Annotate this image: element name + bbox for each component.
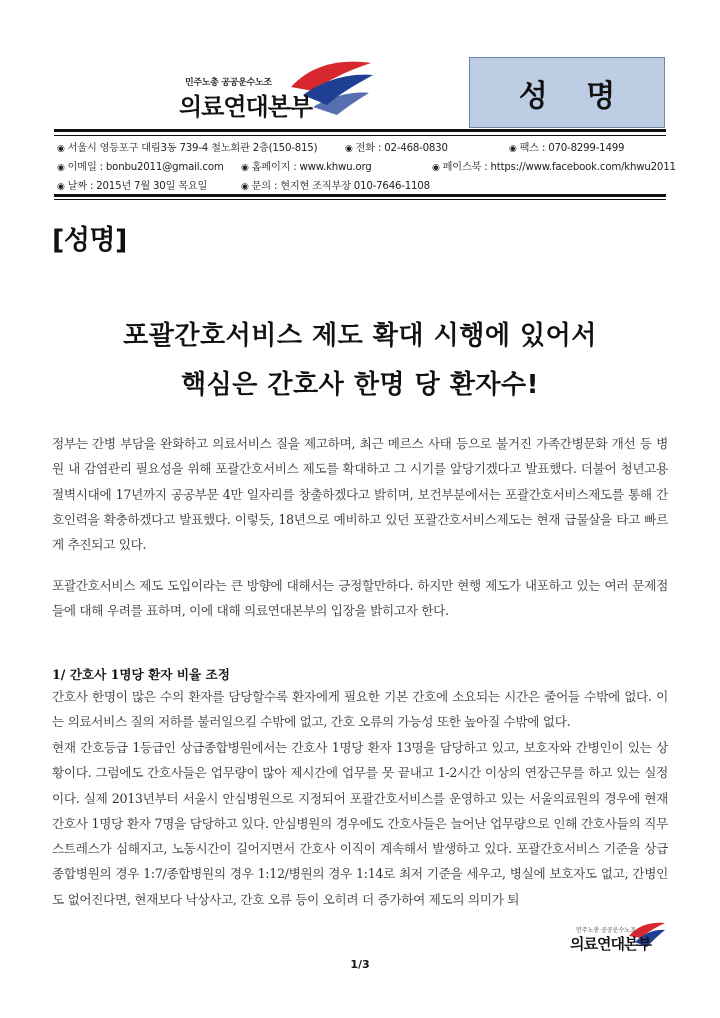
org-subtitle: 민주노총 공공운수노조 xyxy=(185,78,272,88)
footer-org-name: 의료연대본부 xyxy=(570,935,651,953)
section-title-1: 1/ 간호사 1명당 환자 비율 조정 xyxy=(52,667,230,682)
info-rule-thin xyxy=(54,199,666,200)
bullet-icon: ◉ xyxy=(57,163,65,173)
footer-logo xyxy=(570,920,665,960)
org-logo xyxy=(165,57,375,127)
document-type-box xyxy=(469,57,665,128)
org-name: 의료연대본부 xyxy=(179,93,313,121)
paragraph-1: 정부는 간병 부담을 완화하고 의료서비스 질을 제고하며, 최근 메르스 사태 등으로 불거진 가족간병문화 개선 등 병원 내 감염관리 필요성을 위해 포괄간호서비스 제도를 확대하고 그 시기를 앞당기겠다고 발표했다. 더불어 청년고용 절벽시대에 17년까지 공공부문 4만 일자리를 창출하겠다고 밝히며, 보건부분에서는 포괄간호서비스제도를 통해 간호인력을 확충하겠다고 발표했다. 이렇듯, 18년으로 예비하고 있던 포괄간호서비스제도는 현재 급물살을 타고 빠르게 추진되고 있다. xyxy=(52,436,668,553)
paragraph-4: 현재 간호등급 1등급인 상급종합병원에서는 간호사 1명당 환자 13명을 담당하고 있고, 보호자와 간병인이 있는 상황이다. 그럼에도 간호사들은 업무량이 많아 제시간에 업무를 못 끝내고 1-2시간 이상의 연장근무를 하고 있는 실정이다. 실제 2013년부터 서울시 안심병원으로 지정되어 포괄간호서비스를 운영하고 있는 서울의료원의 경우에 현재 간호사 1명당 환자 7명을 담당하고 있다. 안심병원의 경우에도 간호사들은 늘어난 업무량으로 인해 간호사들의 직무스트레스가 심해지고, 노동시간이 길어지면서 간호사 이직이 계속해서 발생하고 있다. 포괄간호서비스 기준을 상급종합병원의 경우 1:7/종합병원의 경우 1:12/병원의 경우 1:14로 최저 기준을 세우고, 병실에 보호자도 없고, 간병인도 없어진다면, 현재보다 낙상사고, 간호 오류 등이 오히려 더 증가하여 제도의 의미가 퇴 xyxy=(52,740,668,907)
headline-line-1: 포괄간호서비스 제도 확대 시행에 있어서 xyxy=(123,321,597,351)
info-email: ◉ 이메일 : bonbu2011@gmail.com xyxy=(57,162,224,173)
bullet-icon: ◉ xyxy=(57,144,65,154)
bullet-icon: ◉ xyxy=(57,182,65,192)
info-fax: ◉ 팩스 : 070-8299-1499 xyxy=(509,143,625,154)
bullet-icon: ◉ xyxy=(432,163,440,173)
info-facebook: ◉ 페이스북 : https://www.facebook.com/khwu2011 xyxy=(432,162,676,173)
paragraph-2: 포괄간호서비스 제도 도입이라는 큰 방향에 대해서는 긍정할만하다. 하지만 현행 제도가 내포하고 있는 여러 문제점들에 대해 우려를 표하며, 이에 대해 의료연대본부의 입장을 밝히고자 한다. xyxy=(52,578,668,619)
info-date: ◉ 날짜 : 2015년 7월 30일 목요일 xyxy=(57,181,208,192)
page-number: 1/3 xyxy=(350,958,370,971)
info-homepage: ◉ 홈페이지 : www.khwu.org xyxy=(241,162,372,173)
bullet-icon: ◉ xyxy=(509,144,517,154)
footer-org-subtitle: 민주노총 공공운수노조 xyxy=(576,927,636,934)
info-rule xyxy=(54,194,666,197)
headline-line-2: 핵심은 간호사 한명 당 환자수! xyxy=(181,370,539,400)
bullet-icon: ◉ xyxy=(241,182,249,192)
bullet-icon: ◉ xyxy=(345,144,353,154)
header-rule-thin xyxy=(54,135,666,136)
document-type-label: 성 명 xyxy=(518,78,630,114)
bullet-icon: ◉ xyxy=(241,163,249,173)
info-contact: ◉ 문의 : 현지현 조직부장 010-7646-1108 xyxy=(241,181,430,192)
header-rule xyxy=(54,129,666,132)
statement-tag: [성명] xyxy=(52,225,127,256)
paragraph-3: 간호사 한명이 많은 수의 환자를 담당할수록 환자에게 필요한 기본 간호에 소요되는 시간은 줄어들 수밖에 없다. 이는 의료서비스 질의 저하를 불러일으킬 수밖에 없고, 간호 오류의 가능성 또한 높아질 수밖에 없다. xyxy=(52,689,668,730)
info-address: ◉ 서울시 영등포구 대림3동 739-4 철노회관 2층(150-815) xyxy=(57,143,318,154)
info-phone: ◉ 전화 : 02-468-0830 xyxy=(345,143,448,154)
